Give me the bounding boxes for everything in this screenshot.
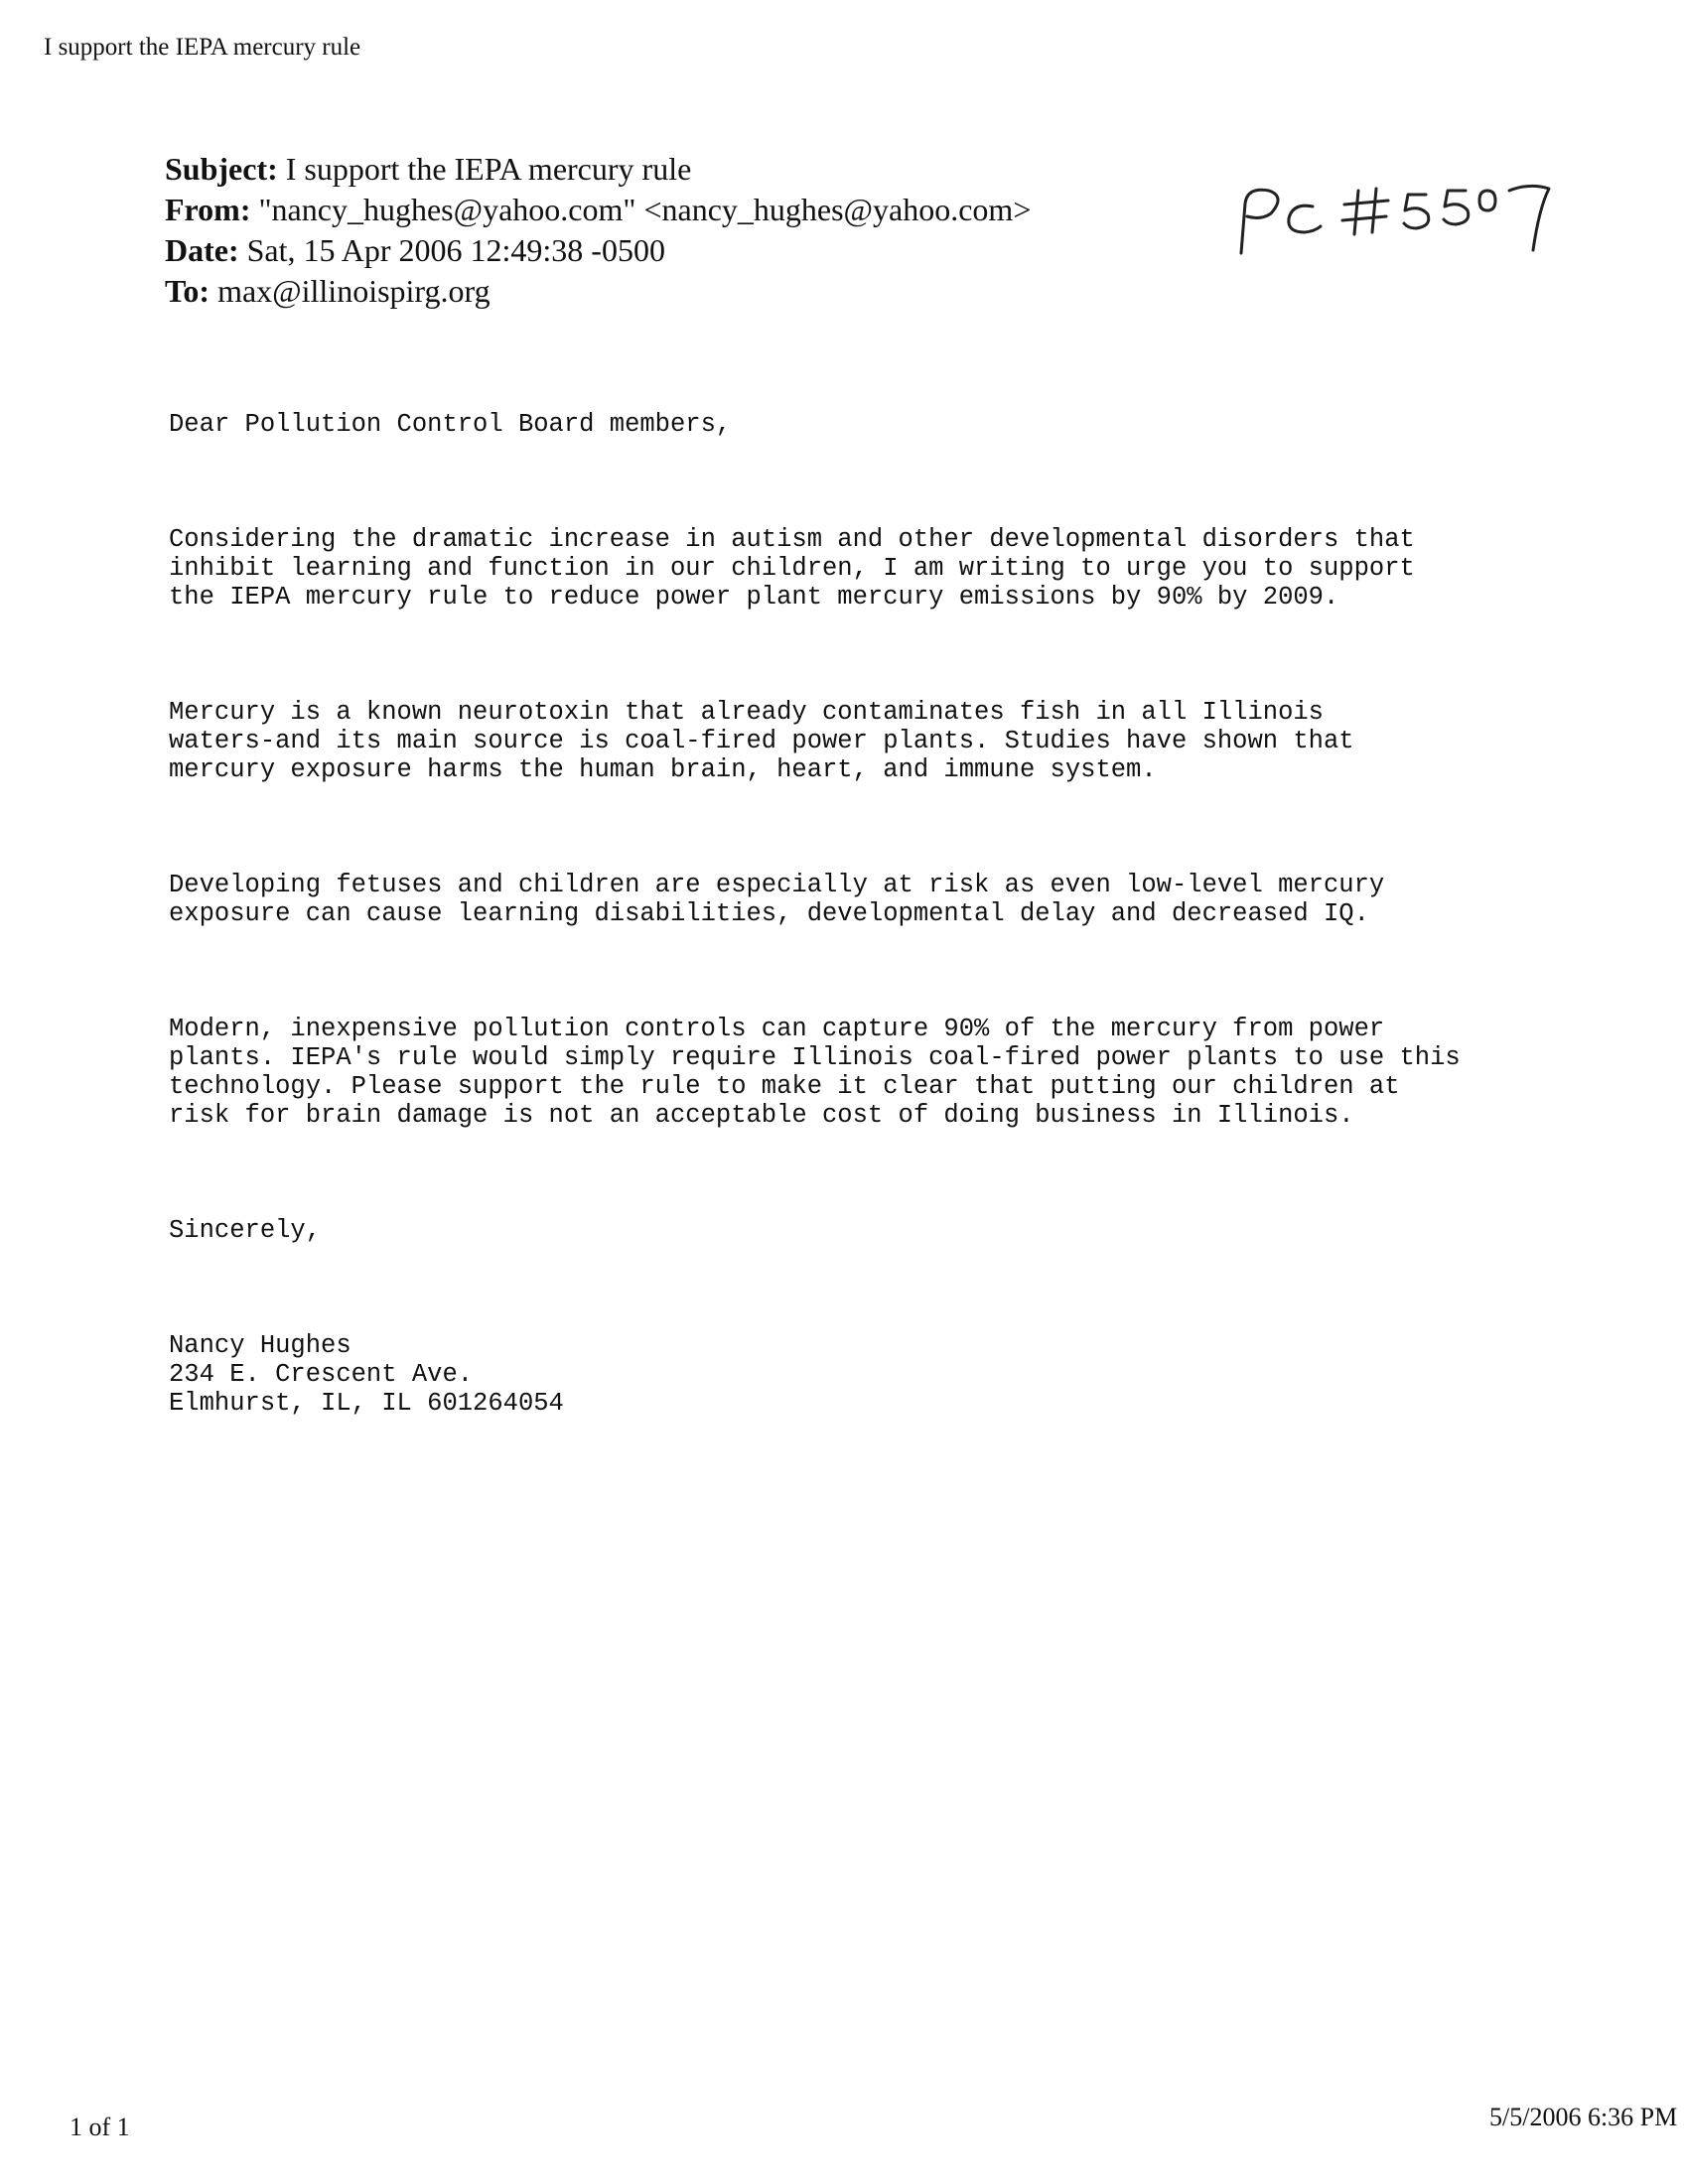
body-line: Modern, inexpensive pollution controls can capture 90% of the mercury from power	[169, 1015, 1385, 1043]
paragraph-1	[169, 525, 1559, 612]
from-label: From:	[165, 192, 251, 227]
email-body	[169, 352, 1559, 1475]
email-headers	[165, 149, 1031, 312]
print-timestamp: 5/5/2006 6:36 PM	[1489, 2103, 1678, 2131]
page-count: 1 of 1	[70, 2113, 130, 2141]
signature-address: 234 E. Crescent Ave.	[169, 1360, 474, 1389]
page-header: I support the IEPA mercury rule	[44, 34, 361, 61]
body-line: Considering the dramatic increase in autism and other developmental disorders that	[169, 525, 1415, 554]
signature-city: Elmhurst, IL, IL 601264054	[169, 1389, 564, 1418]
body-line: plants. IEPA's rule would simply require Illinois coal-fired power plants to use this	[169, 1043, 1461, 1072]
handwritten-stamp	[1231, 169, 1569, 268]
subject-row	[165, 149, 1031, 190]
paragraph-3	[169, 871, 1559, 928]
from-row	[165, 190, 1031, 230]
body-line: inhibit learning and function in our children, I am writing to urge you to support	[169, 554, 1415, 583]
paragraph-2	[169, 698, 1559, 784]
greeting: Dear Pollution Control Board members,	[169, 410, 732, 439]
body-line: waters-and its main source is coal-fired power plants. Studies have shown that	[169, 727, 1354, 755]
to-value: max@illinoispirg.org	[217, 273, 491, 309]
body-line: the IEPA mercury rule to reduce power plant mercury emissions by 90% by 2009.	[169, 583, 1339, 612]
subject-label: Subject:	[165, 151, 278, 187]
paragraph-4	[169, 1015, 1559, 1130]
to-label: To:	[165, 273, 210, 309]
date-row	[165, 230, 1031, 271]
signature-name: Nancy Hughes	[169, 1331, 351, 1360]
body-line: Developing fetuses and children are especially at risk as even low-level mercury	[169, 871, 1385, 899]
subject-value: I support the IEPA mercury rule	[285, 151, 692, 187]
body-line: mercury exposure harms the human brain, heart, and immune system.	[169, 755, 1157, 784]
closing: Sincerely,	[169, 1216, 322, 1245]
signature-block	[169, 1331, 1559, 1418]
date-value: Sat, 15 Apr 2006 12:49:38 -0500	[246, 232, 665, 268]
body-line: exposure can cause learning disabilities, developmental delay and decreased IQ.	[169, 899, 1369, 928]
body-line: Mercury is a known neurotoxin that already contaminates fish in all Illinois	[169, 698, 1324, 727]
body-line: risk for brain damage is not an acceptable cost of doing business in Illinois.	[169, 1101, 1354, 1130]
date-label: Date:	[165, 232, 239, 268]
from-value: "nancy_hughes@yahoo.com" <nancy_hughes@yahoo.com>	[258, 192, 1032, 227]
to-row	[165, 271, 1031, 312]
body-line: technology. Please support the rule to make it clear that putting our children at	[169, 1072, 1400, 1101]
